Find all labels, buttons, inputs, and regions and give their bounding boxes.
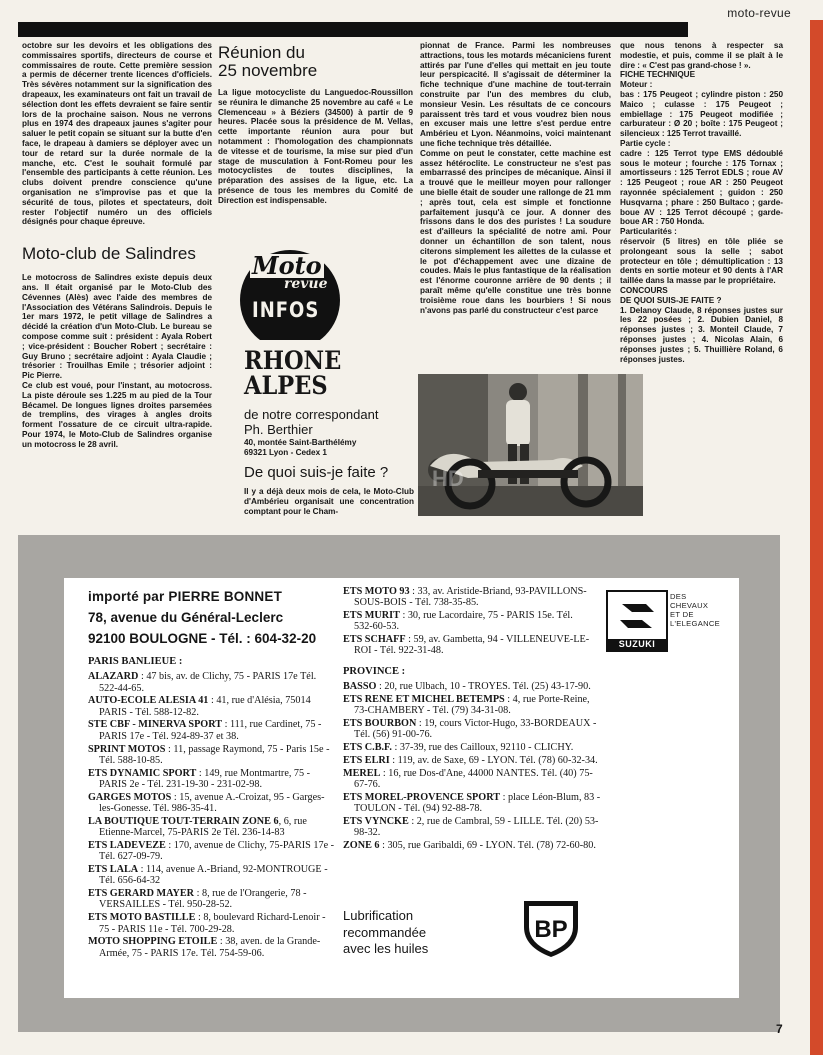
- dealer-name: ETS ELRI: [343, 755, 390, 767]
- dealer-address: , 6, rue Etienne-Marcel, 75-PARIS 2e Tél. 236-14-83: [99, 815, 307, 839]
- dealer-entry: [88, 671, 336, 694]
- header-bar: [18, 22, 688, 37]
- dealer-address: : 37-39, rue des Cailloux, 92110 - CLICHY.: [391, 742, 574, 754]
- tagline-line: CHEVAUX: [670, 601, 709, 610]
- bp-text: BP: [534, 916, 568, 943]
- column-2: [218, 41, 413, 206]
- partie-text: cadre : 125 Terrot type EMS dédoublé sous le moteur ; fourche : 175 Tornax ; amortisseurs : 125 Terrot EDLS ; roue AV : 125 Peugeot ; roue AR : 250 Peugeot rayonnée spécialement ; guidon : 250 Husqvarna ; phare : 250 Bultaco ; garde-boue AV : 125 Terrot découpé ; garde-boue AR : 750 Honda.: [620, 148, 783, 227]
- correspondent-name: Ph. Berthier: [244, 422, 313, 437]
- dealer-address: : 15, avenue A.-Croizat, 95 - Garges-les-Gonesse. Tél. 986-35-41.: [99, 791, 325, 815]
- dealer-name: LA BOUTIQUE TOUT-TERRAIN ZONE 6: [88, 815, 279, 827]
- dealer-address: : 41, rue d'Alésia, 75014 PARIS - Tél. 588-12-82.: [99, 695, 311, 718]
- dealer-entry: [343, 610, 591, 633]
- dealer-entry: [88, 695, 336, 718]
- dealer-entry: [88, 840, 336, 863]
- correspondent-label: de notre correspondant: [244, 407, 379, 422]
- correspondent-address: [244, 438, 356, 458]
- heading-moto-club-salindres: Moto-club de Salindres: [22, 244, 196, 264]
- heading-reunion: Réunion du 25 novembre: [218, 43, 318, 80]
- dealer-entry: [343, 768, 603, 791]
- region-line-1: RHONE: [244, 346, 342, 375]
- col1-paragraph: octobre sur les devoirs et les obligations des commissaires sportifs, directeurs de course et commissaires de route. Cette première session a permis de décerner trente licences d'officiels. Très sévères notamment sur la signification des drapeaux, les examinateurs ont fait un travail de sélection dont les effets devraient se faire sentir lors de la prochaine saison. Nous ne verrons plus en 1974 des drapeaux jaunes s'agiter pour saluer le petit copain se situant sur la butte d'en face, le drapeau à damiers se déployer avec un tour de retard sur la durée normale de la manche, etc. C'est le souhait formulé par l'ensemble des participants à cette réunion. Les clubs doivent prendre conscience qu'une organisation ne s'improvise pas et que la sécurité de tous, pilotes et spectateurs, doit rester l'objectif numéro un des officiels désignés pour chaque épreuve.: [22, 41, 212, 227]
- suzuki-tagline: [670, 592, 720, 628]
- concours-heading: CONCOURS: [620, 285, 668, 295]
- suzuki-name: SUZUKI: [608, 639, 666, 650]
- red-edge-strip: [810, 20, 823, 1055]
- bp-logo-icon: [520, 897, 582, 959]
- column-1: [22, 41, 212, 449]
- moto-revue-infos-logo: [232, 244, 348, 340]
- lubri-line: Lubrification: [343, 908, 414, 923]
- col3-paragraph: Comme on peut le constater, cette machine est assez hétéroclite. Le constructeur ne s'est pas embarrassé des principes de mécanique. Ainsi il a trouvé que le meilleur moyen pour rallonger une bielle était de souder une rallonge de 21 mm ; après tout, cela est simple et fonctionne parfaitement jusqu'à ce jour. A donner des frissons dans le dos des puristes ! La soudure est d'ailleurs la spécialité de notre ami. Pour donner un échantillon de son talent, nous citerons simplement les ailettes de la culasse et le pot d'échappement avec une dizaine de coudes. Mais le plus fantastique de la réalisation est l'énorme couronne arrière de 90 dents ; il paraît même qu'elle constitue une très bonne troisième roue dans les bourbiers ! Si nous n'avons pas parlé du constructeur c'est parce: [420, 148, 611, 315]
- col2-paragraph: La ligue motocycliste du Languedoc-Roussillon se réunira le dimanche 25 novembre au café « Le Clemenceau » à Béziers (34500) à partir de 9 heures. Placée sous la présidence de M. Vellas, cette importante réunion aura pour but notamment : l'homologation des championnats de vitesse et de tourisme, la mise sur pied d'un stage de musculation à Font-Romeu pour les motocyclistes de toutes disciplines, la préparation des assises de la ligue, etc. La présence de tous les membres du Comité de Direction est indispensable.: [218, 88, 413, 205]
- logo-moto-text: Moto: [252, 251, 322, 280]
- col2-paragraph: Il y a déjà deux mois de cela, le Moto-Club d'Ambérieu organisait une concentration comptant pour le Cham-: [244, 487, 414, 516]
- dealer-name: MEREL: [343, 767, 381, 779]
- dealer-name: ZONE 6: [343, 840, 380, 852]
- dealer-name: ETS GERARD MAYER: [88, 888, 195, 900]
- tagline-line: ET DE: [670, 610, 694, 619]
- dealer-entry: [343, 694, 603, 717]
- dealer-name: ETS LADEVEZE: [88, 839, 166, 851]
- dealer-name: ETS C.B.F.: [343, 742, 392, 754]
- dealer-address: : 111, rue Cardinet, 75 - PARIS 17e - Tél. 924-89-37 et 38.: [99, 719, 322, 742]
- importer-line-2: 78, avenue du Général-Leclerc: [88, 610, 284, 625]
- particularites-heading: Particularités :: [620, 227, 677, 237]
- col1-paragraph: Le motocross de Salindres existe depuis deux ans. Il était organisé par le Moto-Club des Cévennes (Alès) avec l'aide des membres de l'Association des Vétérans Salindrois. Depuis le 1er mars 1972, le petit village de Salindres a décidé la création d'un Moto-Club. Le bureau se compose comme suit : président : Ayala Robert ; vice-président : Boucher Robert ; secrétaire : Guy Bruno ; secrétaire adjoint : Ayala Claudie ; trésorier : Trouilhas Emile ; trésorier adjoint : Pic Pierre.: [22, 273, 212, 381]
- dealer-address: : 16, rue Dos-d'Ane, 44000 NANTES. Tél. (40) 75-67-76.: [354, 767, 593, 791]
- suzuki-s-icon: [616, 598, 658, 636]
- province-title: PROVINCE :: [343, 666, 406, 677]
- heading-de-quoi: De quoi suis-je faite ?: [244, 464, 389, 481]
- dealers-paris: [88, 652, 336, 960]
- particularites-text: réservoir (5 litres) en tôle pliée se prolongeant sous la selle ; sabot protecteur en tôle ; démultiplication : 13 dents en sortie moteur et 90 dents à l'AR taillée dans la masse par le propriétaire.: [620, 236, 783, 286]
- col3-paragraph: pionnat de France. Parmi les nombreuses attractions, tous les motards mécaniciens furent attirés par l'une d'elles qui mettait en jeu toute leur perspicacité. Il s'agissait de déterminer la fiche technique d'une machine de tout-terrain construite par l'un des membres du club, monsieur Vesin. Les résultats de ce concours paraissent très tard et vous voudrez bien nous en excuser mais une lettre s'est perdue entre Ambérieu et Lyon. Néanmoins, voici maintenant une fiche technique très détaillée.: [420, 41, 611, 148]
- dealer-address: : 119, av. de Saxe, 69 - LYON. Tél. (78) 60-32-34.: [389, 755, 598, 767]
- dealer-address: : 59, av. Gambetta, 94 - VILLENEUVE-LE-ROI - Tél. 922-31-48.: [354, 634, 590, 657]
- dealer-address: : 149, rue Montmartre, 75 - PARIS 2e - Tél. 231-19-30 - 231-02-98.: [99, 767, 311, 790]
- column-3: [420, 41, 611, 315]
- watermark-hd: HD: [432, 466, 464, 491]
- dealer-entry: [88, 864, 336, 887]
- dealer-name: ETS LALA: [88, 864, 139, 876]
- dealer-entry: [343, 840, 603, 851]
- dealer-entry: [343, 792, 603, 815]
- lubri-line: avec les huiles: [343, 941, 429, 956]
- col1-paragraph: Ce club est voué, pour l'instant, au motocross. La piste déroule ses 1.225 m au pied de la Tour Bécamel. De longues lignes droites parsemées de tremplins, des virages à angles droits forment l'ossature de ce circuit ultra-rapide. Pour 1974, le Moto-Club de Salindres organise un motocross le 28 avril.: [22, 380, 212, 449]
- dealer-entry: [88, 792, 336, 815]
- dealer-name: ETS RENE ET MICHEL BETEMPS: [343, 694, 505, 706]
- dealer-name: ETS DYNAMIC SPORT: [88, 767, 197, 779]
- dealer-address: : 47 bis, av. de Clichy, 75 - PARIS 17e Tél. 522-44-65.: [99, 671, 317, 694]
- column-2-bottom: [244, 463, 414, 516]
- dealer-name: GARGES MOTOS: [88, 791, 172, 803]
- dealer-entry: [88, 719, 336, 742]
- column-4: [620, 41, 783, 364]
- col4-paragraph: que nous tenons à respecter sa modestie, et puis, comme il se plaît à le dire : « C'est pas grand-chose ! ».: [620, 41, 783, 70]
- concours-results: 1. Delanoy Claude, 8 réponses justes sur les 22 posées ; 2. Dubien Daniel, 8 réponses justes ; 3. Monteil Claude, 7 réponses justes ; 4. Nicolas Alain, 6 réponses justes ; 5. Thuillière Roland, 6 réponses justes.: [620, 305, 783, 364]
- suzuki-logo: [600, 588, 734, 660]
- correspondent: [244, 407, 378, 437]
- concours-subheading: DE QUOI SUIS-JE FAITE ?: [620, 295, 722, 305]
- logo-infos-text: INFOS: [252, 297, 320, 324]
- dealer-address: : 30, rue Lacordaire, 75 - PARIS 15e. Tél. 532-60-53.: [354, 610, 573, 633]
- dealer-name: ETS SCHAFF: [343, 634, 406, 646]
- dealer-name: ALAZARD: [88, 671, 139, 683]
- dealer-address: : 2, rue de Cambral, 59 - LILLE. Tél. (20) 53-98-32.: [354, 816, 599, 839]
- dealer-entry: [343, 742, 603, 753]
- importer-line-1: importé par PIERRE BONNET: [88, 589, 283, 604]
- dealer-entry: [343, 634, 591, 657]
- dealer-address: : place Léon-Blum, 83 - TOULON - Tél. (94) 92-88-78.: [354, 791, 601, 815]
- dealer-entry: [88, 768, 336, 791]
- dealer-address: : 11, passage Raymond, 75 - Paris 15e - Tél. 588-10-85.: [99, 743, 330, 766]
- paris-title: PARIS BANLIEUE :: [88, 656, 183, 667]
- dealer-entry: [343, 586, 591, 609]
- dealer-name: ETS BOURBON: [343, 718, 417, 730]
- dealer-address: : 8, rue de l'Orangerie, 78 - VERSAILLES - Tél. 950-28-52.: [99, 888, 307, 911]
- dealer-address: : 38, aven. de la Grande-Armée, 75 - PARIS 17e. Tél. 754-59-06.: [99, 936, 321, 959]
- dealer-entry: [343, 816, 603, 839]
- dealer-address: : 4, rue Porte-Reine, 73-CHAMBERY - Tél. (79) 34-31-08.: [354, 694, 590, 717]
- lubri-line: recommandée: [343, 924, 427, 940]
- dealer-address: : 114, avenue A.-Briand, 92-MONTROUGE - Tél. 656-64-32: [99, 864, 328, 887]
- suzuki-badge: [606, 590, 668, 652]
- fiche-title: FICHE TECHNIQUE: [620, 70, 696, 80]
- dealer-name: ETS MOTO BASTILLE: [88, 912, 196, 924]
- dealer-entry: [88, 888, 336, 911]
- dealer-name: ETS MURIT: [343, 610, 400, 622]
- dealer-address: : 8, boulevard Richard-Lenoir - 75 - PARIS 11e - Tél. 700-29-28.: [99, 912, 326, 935]
- region-line-2: ALPES: [244, 371, 328, 400]
- magazine-brand: moto-revue: [727, 6, 791, 20]
- importer-line-3: 92100 BOULOGNE - Tél. : 604-32-20: [88, 631, 317, 646]
- dealer-entry: [343, 755, 603, 766]
- address-line-1: 40, montée Saint-Barthélémy: [244, 438, 357, 447]
- dealers-paris-continued: [343, 586, 591, 658]
- dealer-name: STE CBF - MINERVA SPORT: [88, 719, 223, 731]
- page-number: 7: [776, 1022, 783, 1036]
- dealer-address: : 19, cours Victor-Hugo, 33-BORDEAUX - Tél. (56) 91-00-76.: [354, 718, 597, 741]
- dealer-entry: [88, 744, 336, 767]
- dealer-name: MOTO SHOPPING ETOILE: [88, 936, 218, 948]
- tagline-line: DES: [670, 592, 687, 601]
- importer-block: [88, 586, 334, 649]
- dealer-name: ETS MOREL-PROVENCE SPORT: [343, 791, 501, 803]
- logo-revue-text: revue: [284, 276, 328, 292]
- partie-heading: Partie cycle :: [620, 138, 671, 148]
- dealer-address: : 170, avenue de Clichy, 75-PARIS 17e - Tél. 627-09-79.: [99, 839, 335, 863]
- dealer-address: : 305, rue Garibaldi, 69 - LYON. Tél. (78) 72-60-80.: [379, 840, 596, 852]
- dealer-name: ETS VYNCKE: [343, 816, 409, 828]
- dealer-name: ETS MOTO 93: [343, 586, 410, 597]
- region-title: [244, 348, 341, 398]
- motorcycle-photo-illustration: [418, 374, 643, 516]
- dealer-entry: [88, 936, 336, 959]
- dealer-name: AUTO-ECOLE ALESIA 41: [88, 695, 209, 707]
- dealer-address: : 33, av. Aristide-Briand, 93-PAVILLONS-SOUS-BOIS - Tél. 738-35-85.: [354, 586, 587, 609]
- moteur-text: bas : 175 Peugeot ; cylindre piston : 250 Maico ; culasse : 175 Peugeot ; embiellage : 175 Peugeot modifiée ; carburateur : Ø 20 ; boîte : 175 Peugeot ; silencieux : 125 Terrot travaillé.: [620, 89, 783, 139]
- dealer-entry: [343, 718, 603, 741]
- dealer-entry: [88, 912, 336, 935]
- dealer-name: SPRINT MOTOS: [88, 743, 166, 755]
- tagline-line: L'ELEGANCE: [670, 619, 721, 628]
- moteur-heading: Moteur :: [620, 80, 653, 90]
- dealers-province: [343, 662, 603, 853]
- dealer-entry: [343, 681, 603, 692]
- photo-motorcycle: [418, 374, 643, 516]
- address-line-2: 69321 Lyon - Cedex 1: [244, 448, 327, 457]
- dealer-name: BASSO: [343, 681, 377, 693]
- dealer-address: : 20, rue Ulbach, 10 - TROYES. Tél. (25) 43-17-90.: [376, 681, 591, 693]
- dealer-entry: [88, 816, 336, 839]
- lubrication-text: [343, 908, 428, 958]
